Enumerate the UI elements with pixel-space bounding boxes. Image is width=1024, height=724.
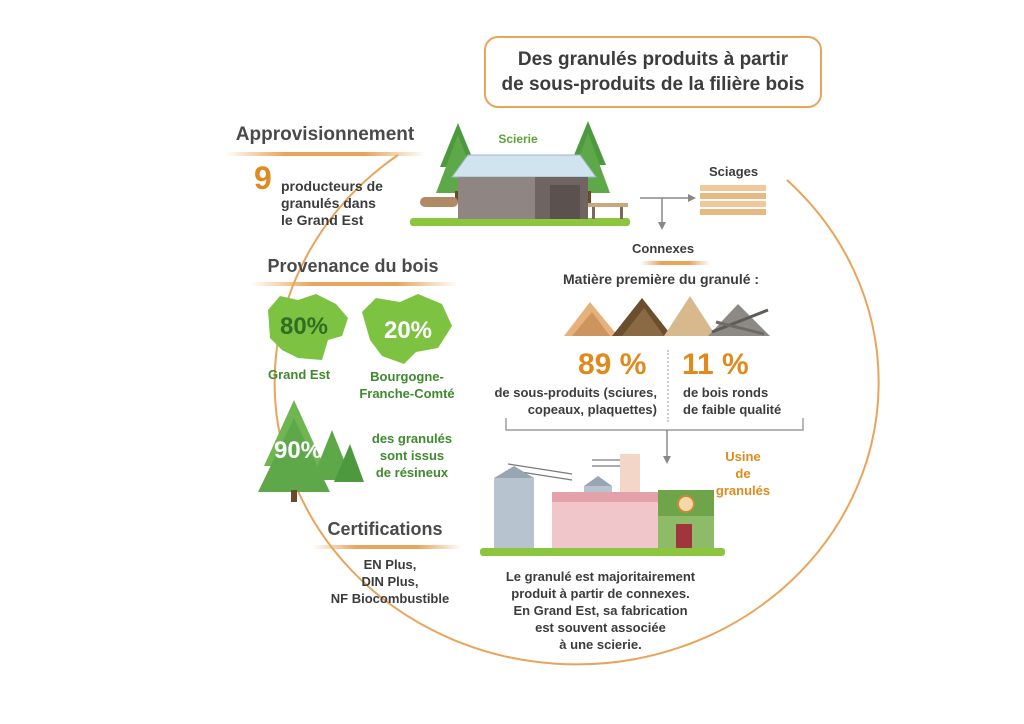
supply-heading: Approvisionnement (235, 124, 415, 145)
factory-note: Le granulé est majoritairement produit à partir de connexes. En Grand Est, sa fabrication est souvent associée à une scierie. (505, 569, 696, 652)
wood-materials-illustration (560, 292, 775, 344)
connexes-label: Connexes (632, 241, 695, 256)
sawdust-icon (612, 298, 672, 336)
title-box (484, 36, 822, 108)
connexes-underline (640, 261, 710, 265)
planks-icon (700, 183, 770, 217)
page-title: Des granulés produits à partir de sous-produits de la filière bois (501, 49, 805, 95)
roundwood-text: de bois ronds de faible qualité (683, 385, 782, 417)
raw-material-heading: Matière première du granulé : (563, 271, 760, 287)
wood-chips-icon (564, 302, 618, 336)
roundwood-pct: 11 % (682, 348, 749, 381)
grand-est-map-icon (258, 290, 352, 366)
percent-divider (667, 350, 669, 422)
grand-est-label: Grand Est (268, 367, 331, 382)
resinous-pct: 90% (273, 437, 323, 464)
certifications-underline (312, 545, 462, 549)
forest-icon (258, 396, 368, 504)
sawmill-illustration (410, 115, 640, 235)
bfc-pct: 20% (383, 317, 433, 344)
factory-illustration (480, 452, 725, 562)
factory-label: Usine de granulés (715, 449, 771, 498)
byproducts-text: de sous-produits (sciures, copeaux, plaquettes) (494, 385, 657, 417)
grand-est-pct: 80% (279, 313, 329, 340)
certifications-heading: Certifications (327, 519, 443, 539)
arrow-to-sciages (640, 188, 700, 238)
supply-count: 9 (254, 160, 272, 196)
origin-underline (250, 282, 458, 286)
resinous-text: des granulés sont issus de résineux (371, 431, 453, 480)
sciages-label: Sciages (709, 164, 759, 179)
sawmill-label: Scierie (498, 132, 538, 146)
origin-heading: Provenance du bois (267, 256, 439, 276)
supply-text: producteurs de granulés dans le Grand Est (281, 178, 383, 228)
bfc-map-icon (356, 290, 456, 368)
pellets-icon (664, 296, 716, 336)
supply-underline (225, 152, 425, 156)
roundwood-icon (708, 304, 770, 336)
certifications-list: EN Plus, DIN Plus, NF Biocombustible (330, 557, 450, 606)
byproducts-pct: 89 % (578, 348, 647, 381)
bfc-label: Bourgogne- Franche-Comté (359, 369, 455, 401)
